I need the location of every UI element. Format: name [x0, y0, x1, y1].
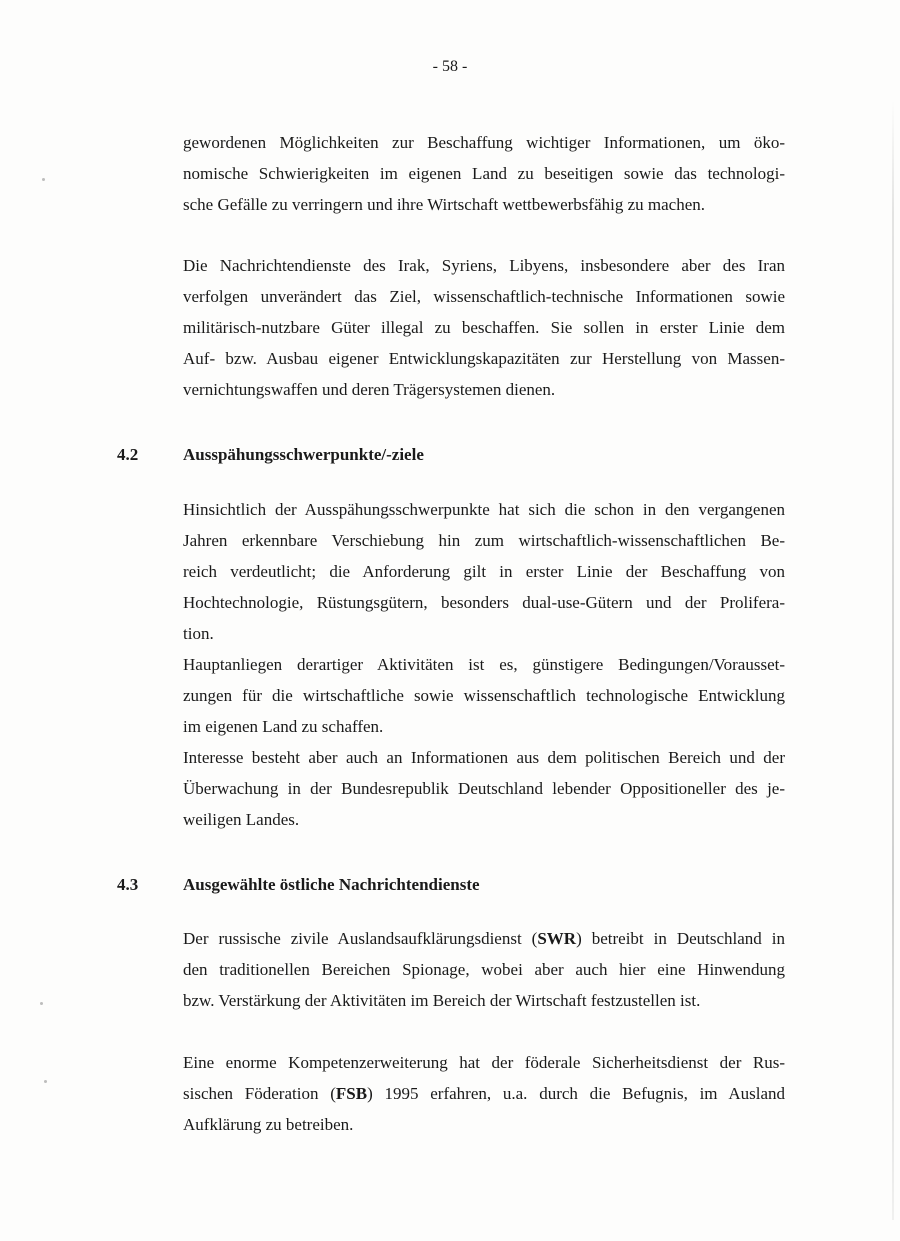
section-number: 4.3 [117, 875, 139, 894]
section-heading-4-2 [117, 443, 424, 467]
paragraph-6 [183, 923, 785, 1016]
text-line: weiligen Landes. [183, 810, 300, 829]
scan-speck [42, 178, 45, 181]
paragraph-1 [183, 127, 785, 220]
paragraph-4 [183, 649, 785, 742]
paragraph-2 [183, 250, 785, 405]
scan-speck [40, 1002, 43, 1005]
text-line: sche Gefälle zu verringern und ihre Wirtschaft wettbewerbsfähig zu machen. [183, 195, 706, 214]
text-line: gewordenen Möglichkeiten zur Beschaffung wichtiger Informationen, um öko- [183, 133, 785, 152]
text-line: verfolgen unverändert das Ziel, wissenschaftlich-technische Informationen sowie [183, 287, 785, 306]
text-line: Eine enorme Kompetenzerweiterung hat der föderale Sicherheitsdienst der Rus- [183, 1053, 785, 1072]
text-line: im eigenen Land zu schaffen. [183, 717, 384, 736]
section-title: Ausgewählte östliche Nachrichtendienste [183, 875, 480, 894]
text-run: ) 1995 erfahren, u.a. durch die Befugnis, im Ausland [367, 1084, 786, 1103]
text-line: Überwachung in der Bundesrepublik Deutschland lebender Oppositioneller des je- [183, 779, 785, 798]
text-line: Jahren erkennbare Verschiebung hin zum wirtschaftlich-wissenschaftlichen Be- [183, 531, 785, 550]
text-line: zungen für die wirtschaftliche sowie wissenschaftlich technologische Entwicklung [183, 686, 785, 705]
text-run: Der russische zivile Auslandsaufklärungsdienst ( [183, 929, 538, 948]
section-number: 4.2 [117, 445, 139, 464]
text-line: Die Nachrichtendienste des Irak, Syriens, Libyens, insbesondere aber des Iran [183, 256, 785, 275]
text-line: Interesse besteht aber auch an Informationen aus dem politischen Bereich und der [183, 748, 785, 767]
text-line: tion. [183, 624, 214, 643]
text-line [183, 1078, 785, 1109]
text-line: Auf- bzw. Ausbau eigener Entwicklungskapazitäten zur Herstellung von Massen- [183, 349, 785, 368]
abbreviation-swr: SWR [537, 929, 577, 948]
text-line: reich verdeutlicht; die Anforderung gilt in erster Linie der Beschaffung von [183, 562, 785, 581]
section-title: Ausspähungsschwerpunkte/-ziele [183, 445, 424, 464]
paragraph-7 [183, 1047, 785, 1140]
text-line [183, 923, 785, 954]
scan-edge-shadow [892, 100, 894, 1220]
text-run: sischen Föderation ( [183, 1084, 336, 1103]
text-line: militärisch-nutzbare Güter illegal zu beschaffen. Sie sollen in erster Linie dem [183, 318, 785, 337]
paragraph-5 [183, 742, 785, 835]
paragraph-3 [183, 494, 785, 649]
abbreviation-fsb: FSB [335, 1084, 368, 1103]
text-line: bzw. Verstärkung der Aktivitäten im Bereich der Wirtschaft festzustellen ist. [183, 991, 701, 1010]
scan-speck [44, 1080, 47, 1083]
text-line: nomische Schwierigkeiten im eigenen Land zu beseitigen sowie das technologi- [183, 164, 785, 183]
section-heading-4-3 [117, 873, 480, 897]
page-number: - 58 - [432, 58, 468, 75]
text-line: Hochtechnologie, Rüstungsgütern, besonders dual-use-Gütern und der Prolifera- [183, 593, 785, 612]
text-line: den traditionellen Bereichen Spionage, wobei aber auch hier eine Hinwendung [183, 960, 785, 979]
text-line: Hinsichtlich der Ausspähungsschwerpunkte hat sich die schon in den vergangenen [183, 500, 785, 519]
text-line: vernichtungswaffen und deren Trägersystemen dienen. [183, 380, 556, 399]
text-line: Hauptanliegen derartiger Aktivitäten ist es, günstigere Bedingungen/Vorausset- [183, 655, 785, 674]
text-line: Aufklärung zu betreiben. [183, 1115, 354, 1134]
text-run: ) betreibt in Deutschland in [576, 929, 785, 948]
